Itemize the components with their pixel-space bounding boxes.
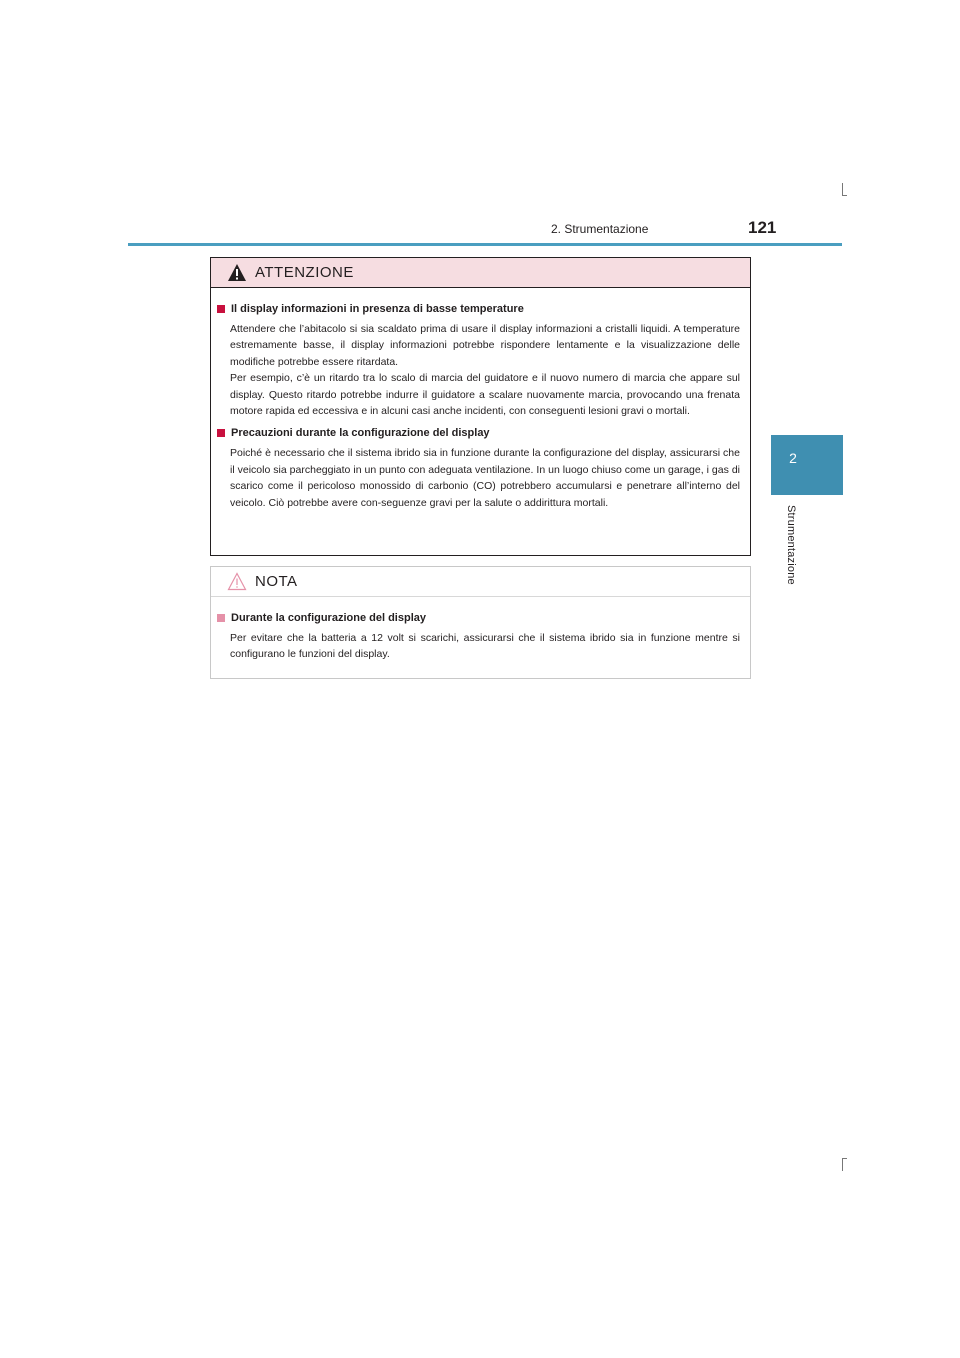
chapter-number: 2 (789, 450, 797, 466)
warning-item (217, 301, 740, 419)
paragraph: Per esempio, c’è un ritardo tra lo scalo di marcia del guidatore e il nuovo numero di marcia che appare sul display. Questo ritardo potrebbe indurre il guidatore a scalare nuovamente marcia, provocando una frenata motore rapida ed eccessiva e in alcuni casi anche incidenti, con conseguenti lesioni gravi o mortali. (230, 372, 740, 418)
warning-box-header (211, 258, 750, 288)
crop-mark-top-tick (842, 195, 847, 196)
note-box-body (211, 597, 750, 663)
square-bullet-icon (217, 614, 225, 622)
warning-item (217, 425, 740, 511)
crop-mark-bottom (842, 1158, 843, 1171)
note-box-header (211, 567, 750, 597)
note-box-title: NOTA (255, 573, 298, 590)
caution-triangle-outline-icon (227, 572, 247, 591)
note-item-text (230, 630, 740, 663)
crop-mark-bottom-tick (842, 1158, 847, 1159)
note-box (210, 566, 751, 679)
square-bullet-icon (217, 305, 225, 313)
square-bullet-icon (217, 429, 225, 437)
chapter-tab (771, 435, 843, 495)
warning-item-heading (217, 301, 740, 317)
paragraph: Attendere che l’abitacolo si sia scaldato prima di usare il display informazioni a cristalli liquidi. A temperature estremamente basse, il display informazioni potrebbe rispondere lentamente e la visualizzazione delle modifiche potrebbe essere ritardata. (230, 323, 740, 368)
warning-box-title: ATTENZIONE (255, 264, 354, 281)
warning-item-title: Il display informazioni in presenza di basse temperature (231, 303, 524, 315)
warning-item-text (230, 445, 740, 511)
header-rule (128, 243, 842, 246)
warning-box-body (211, 288, 750, 511)
chapter-label: Strumentazione (785, 505, 797, 585)
warning-box (210, 257, 751, 556)
page-number: 121 (748, 218, 777, 237)
warning-item-heading (217, 425, 740, 441)
warning-item-title: Precauzioni durante la configurazione del display (231, 427, 490, 440)
warning-item-text (230, 321, 740, 419)
note-item (217, 610, 740, 663)
note-item-title: Durante la configurazione del display (231, 612, 426, 624)
note-item-heading (217, 610, 740, 626)
paragraph: Per evitare che la batteria a 12 volt si scarichi, assicurarsi che il sistema ibrido sia in funzione mentre si configurano le funzioni del display. (230, 632, 740, 661)
paragraph: Poiché è necessario che il sistema ibrido sia in funzione durante la configurazione del display, assicurarsi che il veicolo sia parcheggiato in un punto con adeguata ventilazione. In un luogo chiuso come un garage, i gas di scarico come il pericoloso monossido di carbonio (CO) potrebbero accumularsi e penetrare all’interno del veicolo. Ciò potrebbe avere con-seguenze gravi per la salute o addirittura mortali. (230, 447, 740, 509)
warning-triangle-icon (227, 263, 247, 282)
running-header-section: 2. Strumentazione (551, 222, 649, 236)
